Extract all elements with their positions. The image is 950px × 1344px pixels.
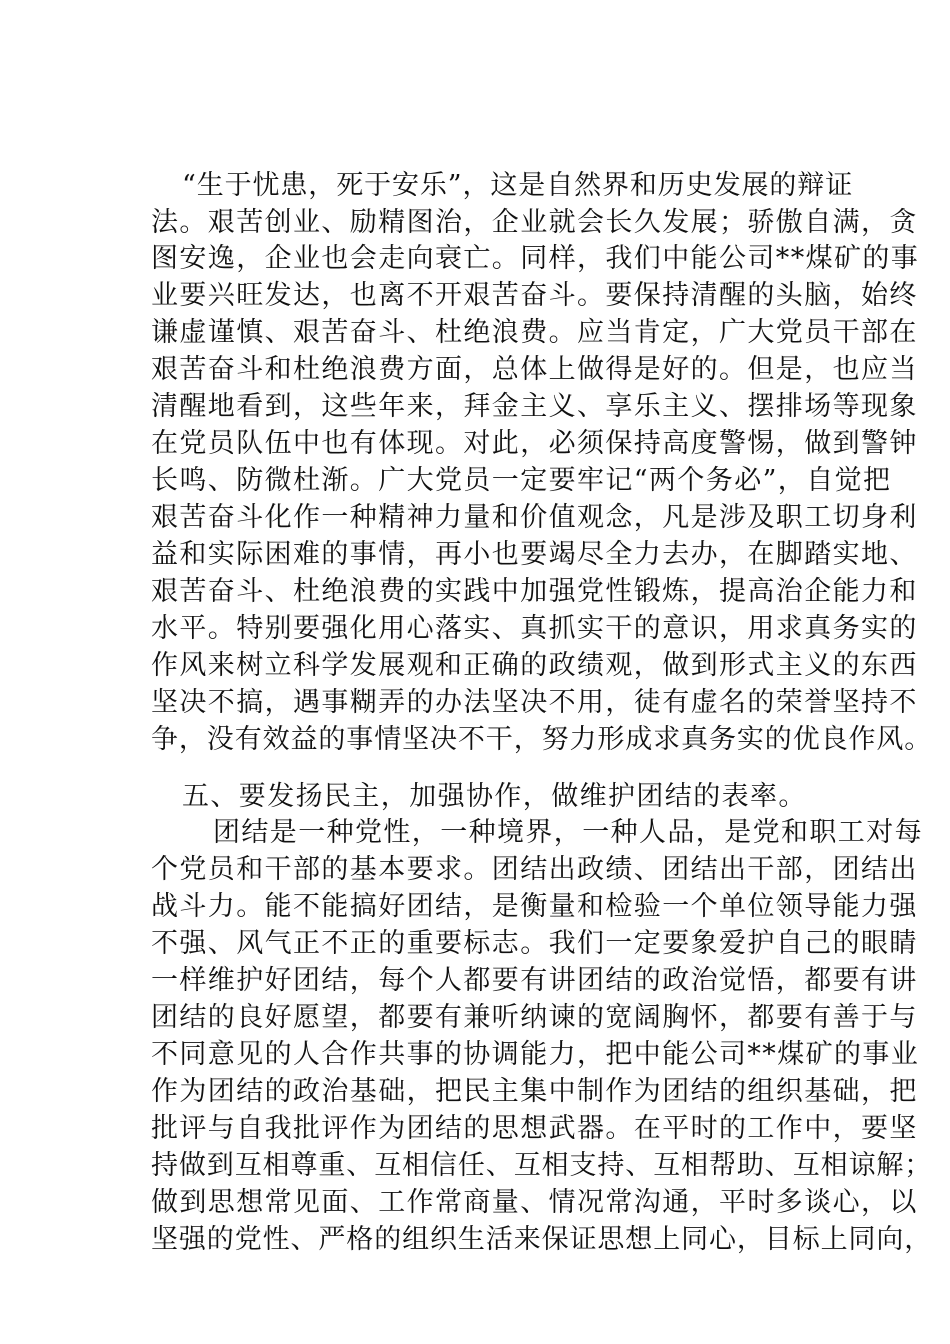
paragraph-1-line-14: 作风来树立科学发展观和正确的政绩观，做到形式主义的东西 — [151, 650, 918, 681]
paragraph-1-line-15: 坚决不搞，遇事糊弄的办法坚决不用，徒有虚名的荣誉坚持不 — [151, 687, 918, 718]
paragraph-1-line-13: 水平。特别要强化用心落实、真抓实干的意识，用求真务实的 — [151, 613, 918, 644]
paragraph-1-line-10: 艰苦奋斗化作一种精神力量和价值观念，凡是涉及职工切身利 — [151, 502, 918, 533]
paragraph-1-line-3: 图安逸，企业也会走向衰亡。同样，我们中能公司**煤矿的事 — [151, 243, 920, 274]
paragraph-1-line-16: 争，没有效益的事情坚决不干，努力形成求真务实的优良作风。 — [151, 724, 933, 755]
paragraph-2-line-11: 做到思想常见面、工作常商量、情况常沟通，平时多谈心，以 — [151, 1187, 918, 1218]
paragraph-1-line-9: 长鸣、防微杜渐。广大党员一定要牢记“两个务必”，自觉把 — [151, 465, 892, 496]
paragraph-2-line-12: 坚强的党性、严格的组织生活来保证思想上同心，目标上同向， — [151, 1224, 933, 1255]
paragraph-1-line-8: 在党员队伍中也有体现。对此，必须保持高度警惕，做到警钟 — [151, 428, 918, 459]
paragraph-1-line-11: 益和实际困难的事情，再小也要竭尽全力去办，在脚踏实地、 — [151, 539, 918, 570]
paragraph-1-line-1: “生于忧患，死于安乐”，这是自然界和历史发展的辩证 — [182, 170, 854, 201]
paragraph-2-line-10: 持做到互相尊重、互相信任、互相支持、互相帮助、互相谅解； — [151, 1150, 933, 1181]
paragraph-1-line-2: 法。艰苦创业、励精图治，企业就会长久发展；骄傲自满，贪 — [151, 207, 918, 238]
paragraph-2-line-3: 战斗力。能不能搞好团结，是衡量和检验一个单位领导能力强 — [151, 891, 918, 922]
paragraph-2-line-5: 一样维护好团结，每个人都要有讲团结的政治觉悟，都要有讲 — [151, 965, 918, 996]
paragraph-2-line-1: 团结是一种党性，一种境界，一种人品，是党和职工对每 — [213, 817, 923, 848]
paragraph-2-line-6: 团结的良好愿望，都要有兼听纳谏的宽阔胸怀，都要有善于与 — [151, 1002, 918, 1033]
section-heading-5: 五、要发扬民主，加强协作，做维护团结的表率。 — [182, 781, 807, 812]
paragraph-2-line-2: 个党员和干部的基本要求。团结出政绩、团结出干部，团结出 — [151, 854, 918, 885]
paragraph-1-line-7: 清醒地看到，这些年来，拜金主义、享乐主义、摆排场等现象 — [151, 391, 918, 422]
paragraph-1-line-6: 艰苦奋斗和杜绝浪费方面，总体上做得是好的。但是，也应当 — [151, 354, 918, 385]
paragraph-1-line-5: 谦虚谨慎、艰苦奋斗、杜绝浪费。应当肯定，广大党员干部在 — [151, 317, 918, 348]
paragraph-1-line-4: 业要兴旺发达，也离不开艰苦奋斗。要保持清醒的头脑，始终 — [151, 280, 918, 311]
paragraph-2-line-9: 批评与自我批评作为团结的思想武器。在平时的工作中，要坚 — [151, 1113, 918, 1144]
paragraph-2-line-7: 不同意见的人合作共事的协调能力，把中能公司**煤矿的事业 — [151, 1039, 920, 1070]
paragraph-2-line-8: 作为团结的政治基础，把民主集中制作为团结的组织基础，把 — [151, 1076, 918, 1107]
paragraph-1-line-12: 艰苦奋斗、杜绝浪费的实践中加强党性锻炼，提高治企能力和 — [151, 576, 918, 607]
paragraph-2-line-4: 不强、风气正不正的重要标志。我们一定要象爱护自己的眼睛 — [151, 928, 918, 959]
